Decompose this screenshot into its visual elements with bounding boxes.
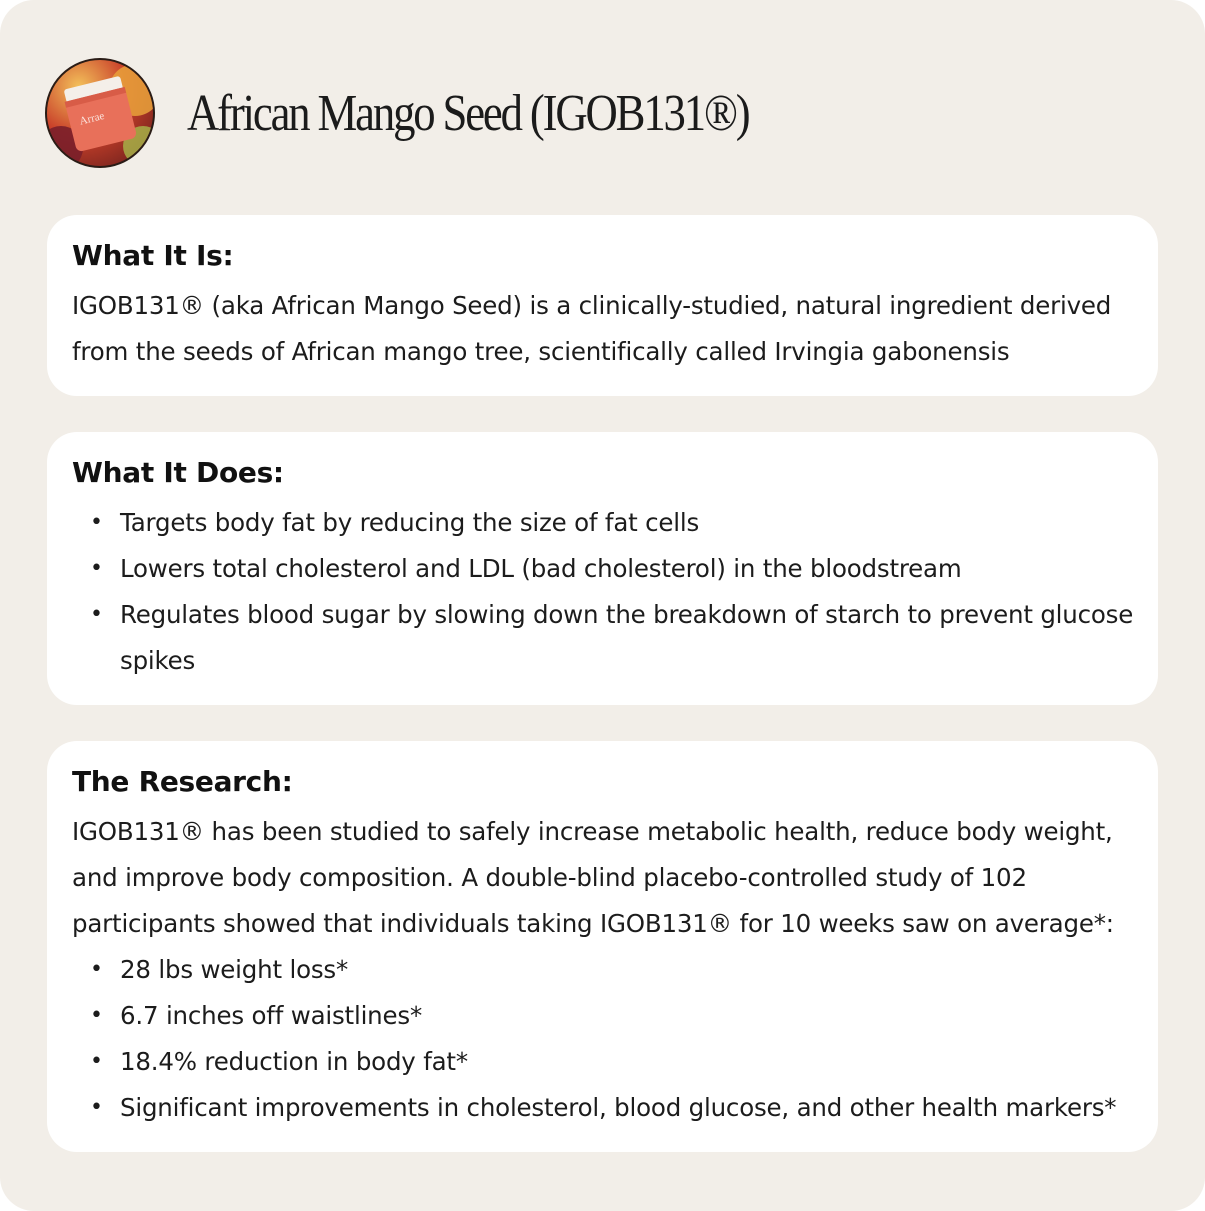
svg-text:Arrae: Arrae (78, 109, 106, 128)
results-list (72, 947, 1138, 1131)
section-heading: What It Does: (72, 456, 284, 489)
list-item: • Targets body fat by reducing the size of fat cells (72, 500, 1138, 546)
section-heading: What It Is: (72, 239, 234, 272)
header (45, 57, 840, 169)
list-item: • 18.4% reduction in body fat* (72, 1039, 1138, 1085)
section-body: IGOB131® (aka African Mango Seed) is a clinically-studied, natural ingredient derived from the seeds of African mango tree, scientifically called Irvingia gabonensis (72, 291, 1112, 366)
list-item: • 28 lbs weight loss* (72, 947, 1138, 993)
list-item: • Regulates blood sugar by slowing down the breakdown of starch to prevent glucose spikes (72, 592, 1138, 684)
product-image (45, 58, 155, 168)
list-item: • Significant improvements in cholesterol, blood glucose, and other health markers* (72, 1085, 1138, 1131)
what-it-is-card (47, 215, 1158, 396)
list-item: • Lowers total cholesterol and LDL (bad cholesterol) in the bloodstream (72, 546, 1138, 592)
research-card (47, 741, 1158, 1152)
product-jar-icon (47, 60, 153, 166)
section-body: IGOB131® has been studied to safely increase metabolic health, reduce body weight, and improve body composition. A double-blind placebo-controlled study of 102 participants showed that individuals taking IGOB131® for 10 weeks saw on average*: (72, 817, 1114, 938)
what-it-does-card (47, 432, 1158, 705)
page-title: African Mango Seed (IGOB131®) (187, 84, 749, 142)
benefits-list (72, 500, 1138, 684)
section-heading: The Research: (72, 765, 293, 798)
list-item: • 6.7 inches off waistlines* (72, 993, 1138, 1039)
